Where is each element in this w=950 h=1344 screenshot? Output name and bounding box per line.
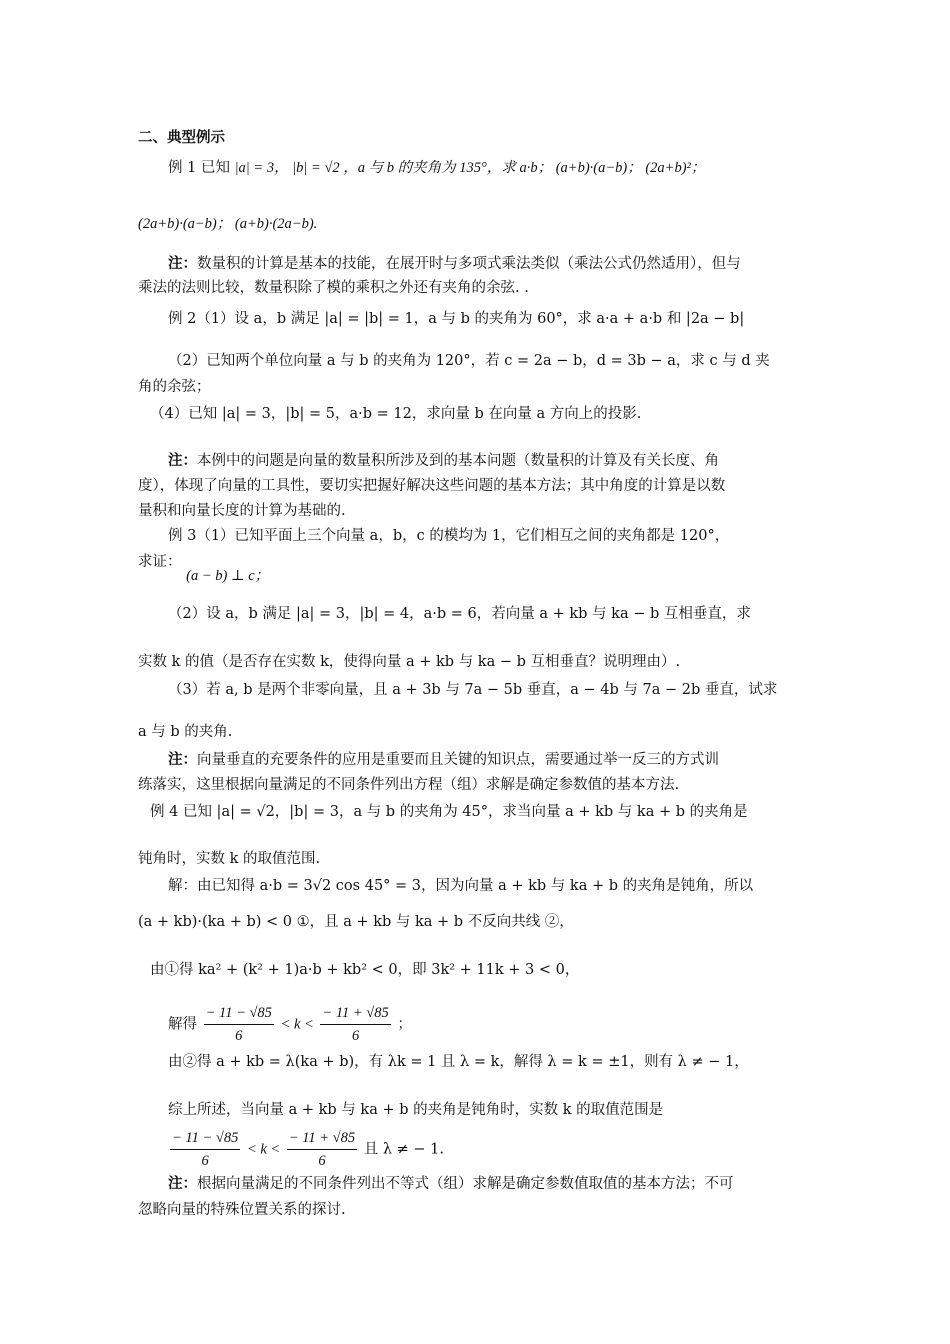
solution-4-label: 解得 bbox=[168, 1016, 197, 1033]
k-inequality-2: < k < bbox=[246, 1141, 281, 1158]
example-1-math-2: (2a+b)·(a−b)； (a+b)·(2a−b). bbox=[138, 216, 318, 232]
fraction-right-2-den: 6 bbox=[318, 1153, 326, 1169]
example-2-line-2: （2）已知两个单位向量 a 与 b 的夹角为 120°，若 c = 2a − b，d = 3b − a，求 c 与 d 夹 bbox=[168, 353, 770, 369]
example-2-line-1: 例 2（1）设 a，b 满足 |a| = |b| = 1，a 与 b 的夹角为 60°，求 a·a + a·b 和 |2a − b| bbox=[168, 311, 745, 327]
example-2-line-3: 角的余弦； bbox=[138, 379, 211, 395]
note-2-text: 本例中的问题是向量的数量积所涉及到的基本问题（数量积的计算及有关长度、角 bbox=[197, 453, 719, 469]
solution-line-7 bbox=[168, 1127, 848, 1172]
note-4-label: 注： bbox=[168, 1175, 197, 1192]
section-title: 二、典型例示 bbox=[138, 129, 225, 146]
solution-7-end: 且 λ ≠ − 1. bbox=[363, 1141, 445, 1158]
fraction-right-num: − 11 + √85 bbox=[320, 1002, 390, 1025]
note-1-line-1 bbox=[168, 254, 848, 274]
example-1-line-2 bbox=[138, 214, 818, 234]
solution-line-4 bbox=[168, 1002, 848, 1047]
example-3-prove-label: 求证： bbox=[138, 554, 182, 570]
solution-line-5: 由②得 a + kb = λ(ka + b)，有 λk = 1 且 λ = k，解得 λ = k = ±1，则有 λ ≠ − 1， bbox=[168, 1054, 749, 1070]
note-1-line-2: 乘法的法则比较，数量积除了模的乘积之外还有夹角的余弦. . bbox=[138, 280, 529, 296]
note-3-text: 向量垂直的充要条件的应用是重要而且关键的知识点，需要通过举一反三的方式训 bbox=[197, 752, 719, 768]
example-3-prove-math: (a − b) ⊥ c； bbox=[186, 568, 270, 584]
note-3-line-2: 练落实，这里根据向量满足的不同条件列出方程（组）求解是确定参数值的基本方法. bbox=[138, 777, 680, 793]
note-2-label: 注： bbox=[168, 452, 197, 469]
example-3-line-1: 例 3（1）已知平面上三个向量 a，b，c 的模均为 1，它们相互之间的夹角都是 120°， bbox=[168, 528, 730, 544]
note-4-line-1 bbox=[168, 1174, 848, 1194]
note-1-label: 注： bbox=[168, 255, 197, 272]
solution-line-2: (a + kb)·(ka + b) < 0 ①，且 a + kb 与 ka + b 不反向共线 ②， bbox=[138, 914, 574, 930]
example-4-line-1: 例 4 已知 |a| = √2，|b| = 3，a 与 b 的夹角为 45°，求当向量 a + kb 与 ka + b 的夹角是 bbox=[150, 804, 748, 820]
example-3-line-6: a 与 b 的夹角. bbox=[138, 724, 233, 740]
solution-line-3: 由①得 ka² + (k² + 1)a·b + kb² < 0，即 3k² + 11k + 3 < 0， bbox=[150, 962, 580, 978]
note-1-text: 数量积的计算是基本的技能，在展开时与多项式乘法类似（乘法公式仍然适用），但与 bbox=[197, 256, 741, 272]
example-1-label: 例 1 已知 bbox=[168, 160, 230, 176]
fraction-left-2-num: − 11 − √85 bbox=[170, 1127, 240, 1150]
example-3-line-5: （3）若 a, b 是两个非零向量，且 a + 3b 与 7a − 5b 垂直，a − 4b 与 7a − 2b 垂直，试求 bbox=[168, 682, 778, 698]
fraction-left-2 bbox=[170, 1127, 240, 1172]
solution-line-6: 综上所述，当向量 a + kb 与 ka + b 的夹角是钝角时，实数 k 的取值范围是 bbox=[168, 1102, 664, 1118]
fraction-right-den: 6 bbox=[351, 1028, 360, 1044]
solution-4-end: ； bbox=[397, 1016, 412, 1033]
example-3-line-3: （2）设 a，b 满足 |a| = 3，|b| = 4，a·b = 6，若向量 a + kb 与 ka − b 互相垂直，求 bbox=[168, 606, 751, 622]
k-inequality: < k < bbox=[280, 1016, 314, 1033]
fraction-left bbox=[204, 1002, 274, 1047]
note-3-line-1 bbox=[168, 750, 848, 770]
fraction-left-num: − 11 − √85 bbox=[204, 1002, 274, 1025]
example-3-line-2 bbox=[138, 552, 818, 584]
example-3-line-4: 实数 k 的值（是否存在实数 k，使得向量 a + kb 与 ka − b 互相垂直？说明理由）. bbox=[138, 654, 681, 670]
fraction-left-2-den: 6 bbox=[201, 1153, 209, 1169]
solution-line-1: 解：由已知得 a·b = 3√2 cos 45° = 3，因为向量 a + kb 与 ka + b 的夹角是钝角，所以 bbox=[168, 878, 754, 894]
note-2-line-2: 度），体现了向量的工具性，要切实把握好解决这些问题的基本方法；其中角度的计算是以数 bbox=[138, 478, 726, 494]
fraction-right-2-num: − 11 + √85 bbox=[287, 1127, 357, 1150]
example-1-math: |a| = 3， |b| = √2 ，a 与 b 的夹角为 135°，求 a·b； (a+b)·(a−b)； (2a+b)²； bbox=[234, 160, 706, 176]
example-4-line-2: 钝角时，实数 k 的取值范围. bbox=[138, 851, 321, 867]
fraction-left-den: 6 bbox=[235, 1028, 243, 1044]
example-2-line-4: （4）已知 |a| = 3，|b| = 5，a·b = 12，求向量 b 在向量 a 方向上的投影. bbox=[150, 406, 642, 422]
note-3-label: 注： bbox=[168, 751, 197, 768]
fraction-right-2 bbox=[287, 1127, 357, 1172]
example-1-line-1 bbox=[168, 158, 848, 178]
note-2-line-3: 量积和向量长度的计算为基础的. bbox=[138, 503, 346, 519]
fraction-right bbox=[320, 1002, 390, 1047]
note-4-text: 根据向量满足的不同条件列出不等式（组）求解是确定参数值取值的基本方法；不可 bbox=[197, 1176, 734, 1192]
note-4-line-2: 忽略向量的特殊位置关系的探讨. bbox=[138, 1202, 346, 1218]
note-2-line-1 bbox=[168, 451, 848, 471]
